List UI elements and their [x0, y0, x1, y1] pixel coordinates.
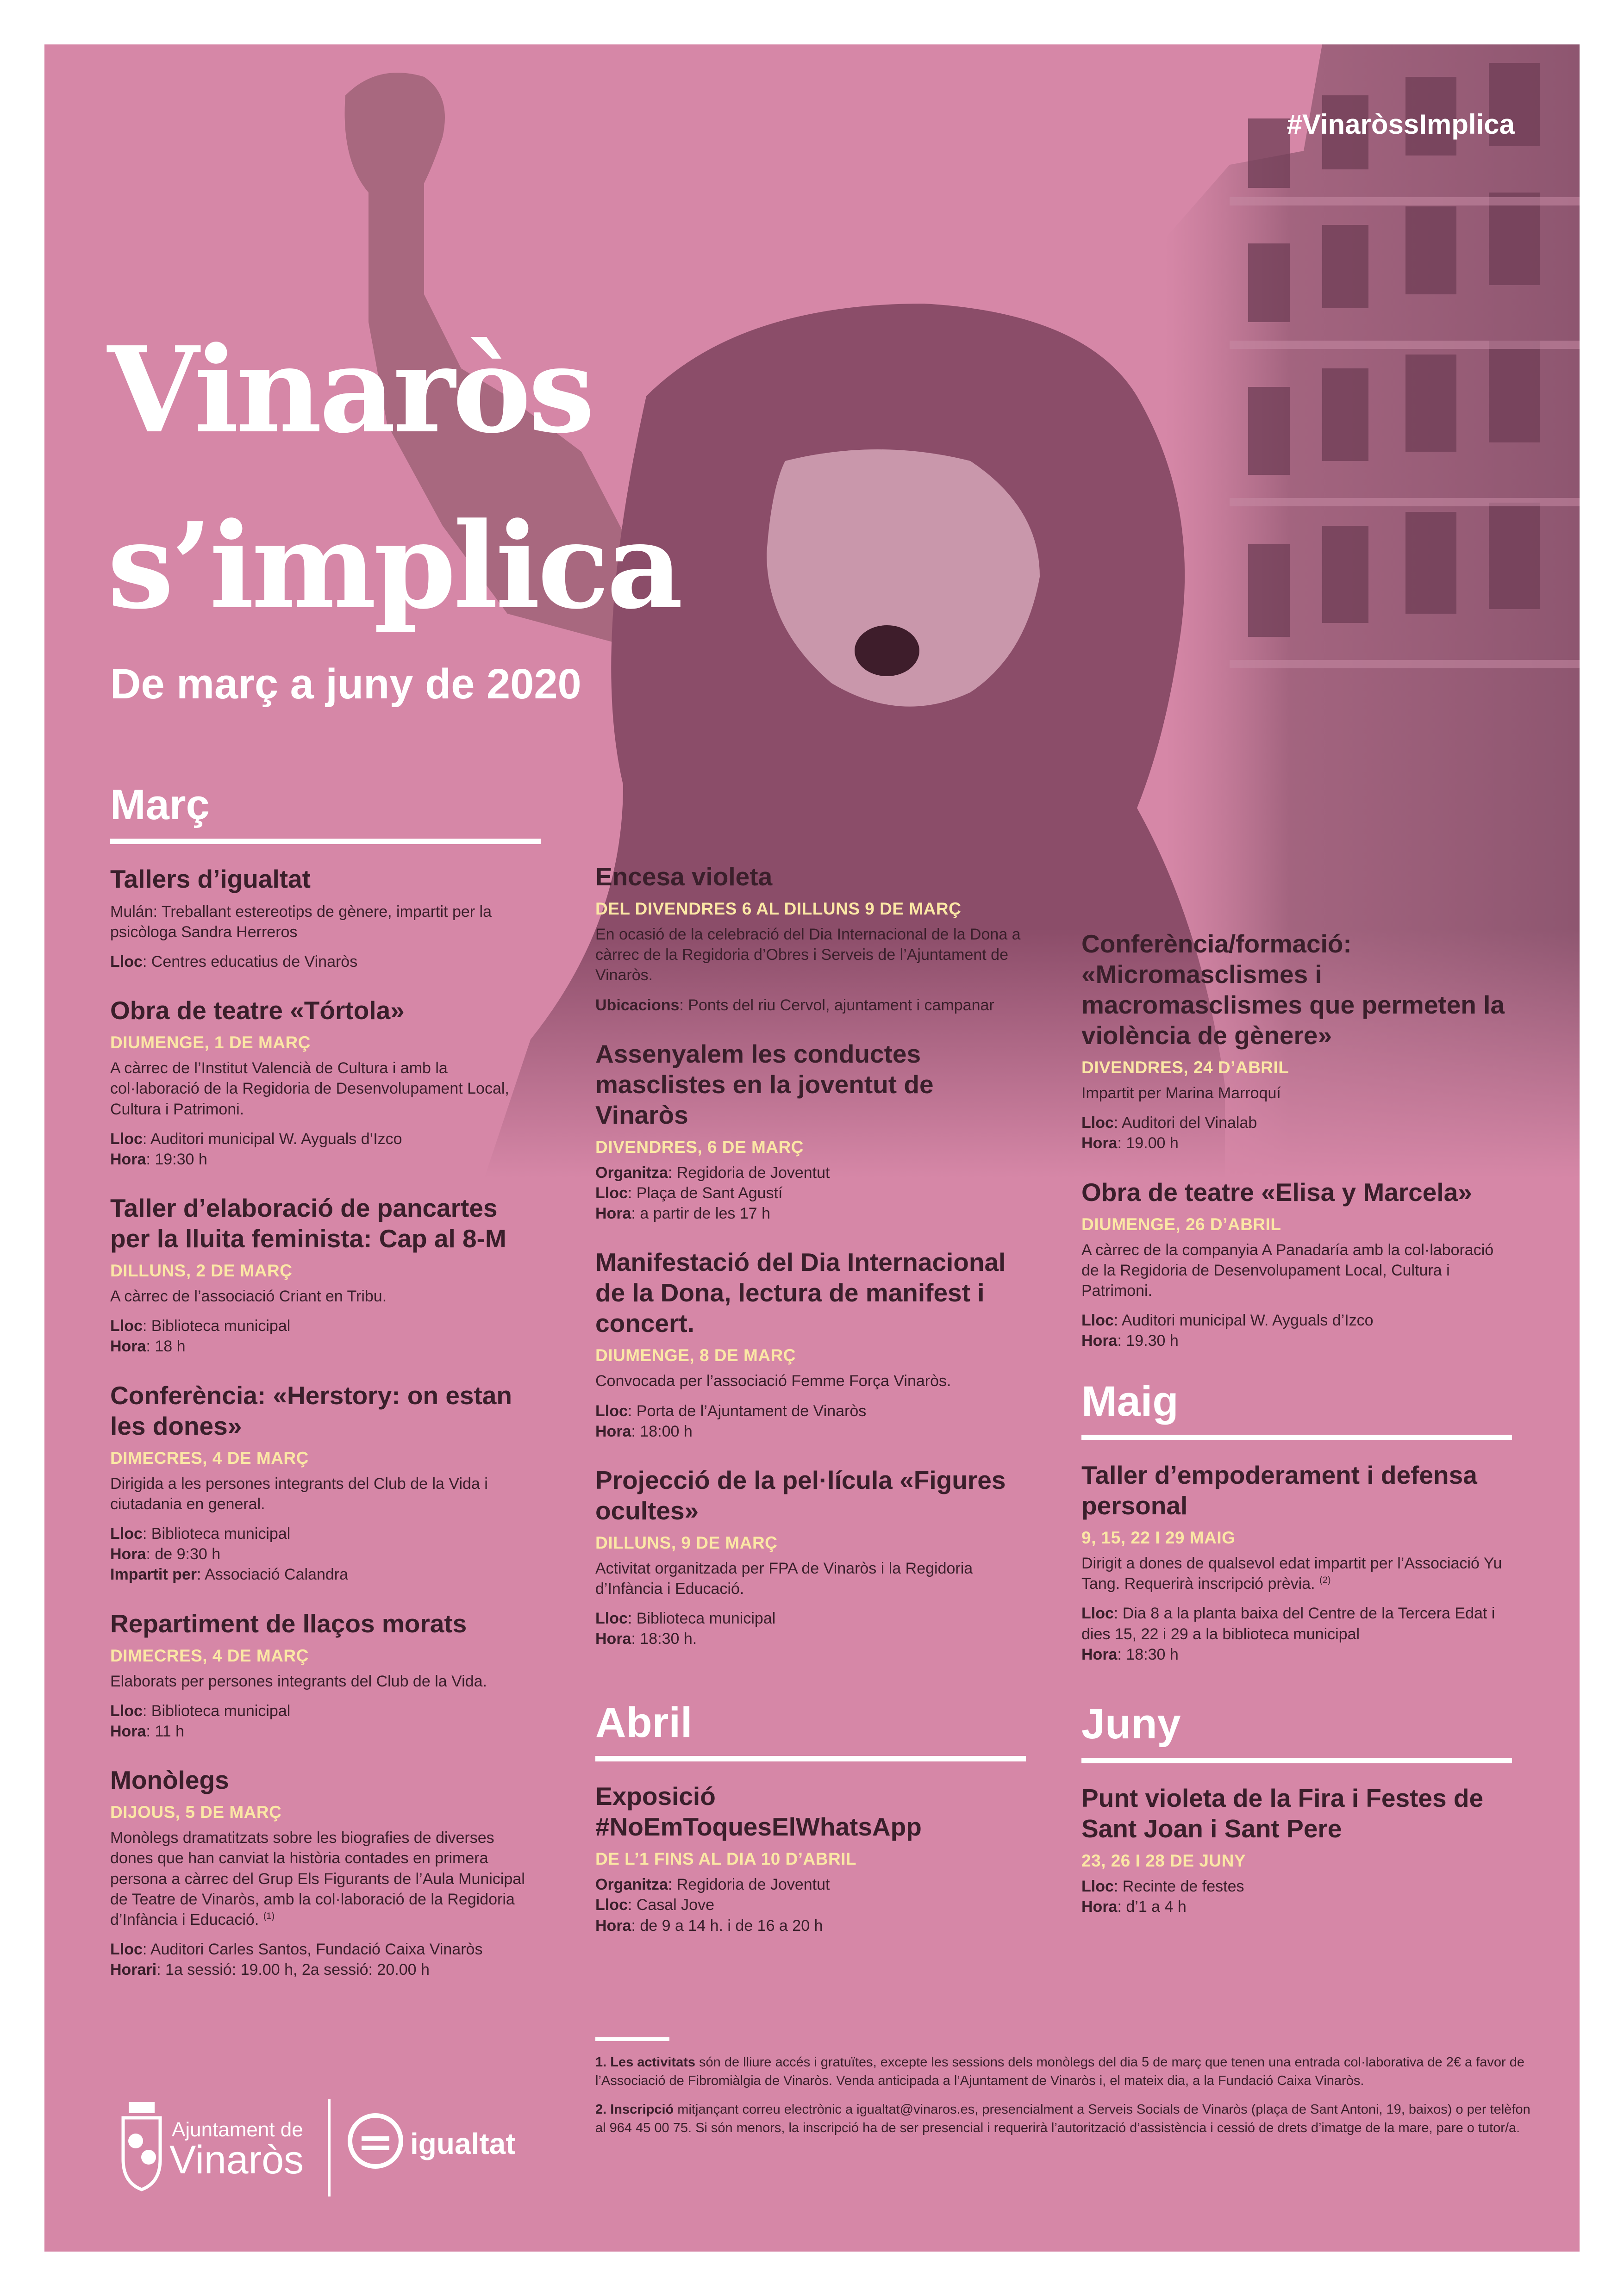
detail-value: : 18 h [146, 1338, 186, 1356]
event-title: Taller d’empoderament i defensa personal [1081, 1461, 1477, 1520]
detail-label: Organitza [595, 1164, 668, 1182]
detail-value: : Associació Calandra [197, 1566, 348, 1584]
detail-value: : d’1 a 4 h [1117, 1898, 1187, 1916]
event-date: DE L’1 FINS AL DIA 10 D’ABRIL [595, 1849, 857, 1869]
detail-label: Lloc [595, 1610, 628, 1628]
detail-label: Lloc [595, 1402, 628, 1420]
ajuntament-crest-icon [123, 2102, 160, 2190]
event-title: Repartiment de llaços morats [110, 1609, 467, 1638]
event-description [110, 1828, 541, 1930]
detail-value: : Regidoria de Joventut [668, 1876, 830, 1894]
event-item [595, 1039, 1026, 1224]
event-item [595, 1465, 1026, 1649]
detail-label: Hora [595, 1916, 631, 1935]
detail-label: Hora [595, 1205, 631, 1223]
event-date: DIMECRES, 4 DE MARÇ [110, 1646, 309, 1665]
detail-label: Lloc [110, 1130, 143, 1148]
event-detail-line [110, 1129, 541, 1149]
detail-value: : 1a sessió: 19.00 h, 2a sessió: 20.00 h [156, 1961, 430, 1979]
detail-label: Lloc [1081, 1312, 1114, 1330]
detail-value: : Biblioteca municipal [142, 1317, 291, 1335]
event-item [110, 1765, 541, 1980]
event-title: Obra de teatre «Elisa y Marcela» [1081, 1177, 1472, 1207]
detail-label: Hora [1081, 1134, 1118, 1152]
event-date: DEL DIVENDRES 6 AL DILLUNS 9 DE MARÇ [595, 899, 962, 918]
detail-label: Lloc [595, 1184, 628, 1202]
event-description: Elaborats per persones integrants del Club de la Vida. [110, 1672, 487, 1690]
event-detail-line [595, 1203, 1026, 1224]
detail-label: Lloc [110, 1317, 143, 1335]
event-title: Taller d’elaboració de pancartes per la lluita feminista: Cap al 8-M [110, 1194, 506, 1253]
event-detail-line [595, 1183, 1026, 1203]
detail-label: Lloc [110, 1941, 143, 1959]
event-title: Manifestació del Dia Internacional de la Dona, lectura de manifest i concert. [595, 1248, 1006, 1338]
event-item [110, 1193, 541, 1357]
footnote-marker: (1) [263, 1911, 275, 1922]
detail-value: : Dia 8 a la planta baixa del Centre de la Tercera Edat i dies 15, 22 i 29 a la biblioteca municipal [1081, 1605, 1495, 1643]
event-detail-line [110, 1939, 541, 1960]
event-description [1081, 1553, 1512, 1594]
hashtag: #VinaròssImplica [1287, 109, 1515, 140]
detail-value: : 18:30 h. [631, 1630, 697, 1648]
detail-label: Hora [1081, 1332, 1118, 1350]
month-rule [595, 1756, 1026, 1761]
footnote-1-label: 1. Les activitats [595, 2055, 695, 2070]
event-detail-line [110, 1316, 541, 1336]
event-item [595, 1247, 1026, 1442]
detail-value: : 11 h [146, 1722, 185, 1740]
ajuntament-label-line-1: Ajuntament de [172, 2118, 303, 2141]
detail-value: : Ponts del riu Cervol, ajuntament i campanar [679, 996, 994, 1014]
detail-label: Hora [1081, 1898, 1118, 1916]
event-description: A càrrec de l’associació Criant en Tribu. [110, 1288, 387, 1306]
event-detail-line [1081, 1897, 1512, 1917]
detail-label: Lloc [1081, 1877, 1114, 1895]
detail-label: Ubicacions [595, 996, 680, 1014]
event-title: Conferència/formació: «Micromasclismes i macromasclismes que permeten la violència de gènere» [1081, 929, 1505, 1050]
detail-label: Hora [595, 1422, 631, 1440]
event-detail-line [1081, 1644, 1512, 1665]
event-detail-line [1081, 1603, 1512, 1644]
event-detail-line [595, 1421, 1026, 1442]
event-detail-line [110, 1564, 541, 1585]
event-item [1081, 1783, 1512, 1917]
detail-label: Lloc [110, 1525, 143, 1543]
event-date: DIVENDRES, 24 D’ABRIL [1081, 1058, 1289, 1077]
event-item [110, 995, 541, 1170]
event-detail-line [1081, 1113, 1512, 1133]
month-rule [1081, 1758, 1512, 1763]
detail-value: : Biblioteca municipal [142, 1702, 291, 1720]
event-description: Dirigida a les persones integrants del Club de la Vida i ciutadania en general. [110, 1475, 488, 1513]
event-title: Obra de teatre «Tórtola» [110, 996, 405, 1025]
event-description: Activitat organitzada per FPA de Vinaròs i la Regidoria d’Infància i Educació. [595, 1559, 973, 1598]
detail-label: Hora [110, 1150, 146, 1168]
footnote-marker: (2) [1319, 1575, 1331, 1586]
detail-value: : de 9:30 h [146, 1545, 221, 1563]
detail-value: : Auditori del Vinalab [1113, 1114, 1257, 1132]
detail-label: Lloc [110, 952, 143, 971]
logos [114, 2090, 531, 2210]
month-heading-marc: Març [110, 781, 210, 828]
event-description-text: Monòlegs dramatitzats sobre les biografies de diverses dones que han canviat la història contades en primera persona a càrrec del Grup Els Figurants de l’Aula Municipal de Teatre de Vinaròs, amb la col·laboració de la Regidoria d’Infància i Educació. [110, 1829, 525, 1929]
footnote-2 [595, 2100, 1530, 2137]
event-description: A càrrec de la companyia A Panadaría amb la col·laboració de la Regidoria de Desenvolupament Local, Cultura i Patrimoni. [1081, 1241, 1494, 1300]
detail-value: : 19.00 h [1117, 1134, 1179, 1152]
event-detail-line [110, 1544, 541, 1564]
event-description: A càrrec de l’Institut Valencià de Cultura i amb la col·laboració de la Regidoria de Desenvolupament Local, Cultura i Patrimoni. [110, 1059, 509, 1118]
event-description-text: Dirigit a dones de qualsevol edat impartit per l’Associació Yu Tang. Requerirà inscripció prèvia. [1081, 1555, 1502, 1593]
event-detail-line [595, 995, 1026, 1015]
event-detail-line [1081, 1876, 1512, 1897]
event-item [1081, 1460, 1512, 1665]
month-heading-maig: Maig [1081, 1377, 1179, 1425]
detail-value: : 19.30 h [1117, 1332, 1179, 1350]
event-description: Impartit per Marina Marroquí [1081, 1084, 1281, 1102]
detail-value: : Biblioteca municipal [142, 1525, 291, 1543]
event-detail-line [110, 952, 541, 972]
event-title: Monòlegs [110, 1766, 229, 1795]
detail-value: : 19:30 h [146, 1150, 207, 1168]
event-date: DILLUNS, 9 DE MARÇ [595, 1533, 778, 1552]
event-title: Exposició #NoEmToquesElWhatsApp [595, 1782, 922, 1842]
igualtat-icon [350, 2116, 401, 2166]
event-detail-line [595, 1874, 1026, 1895]
detail-label: Hora [110, 1545, 146, 1563]
event-detail-line [1081, 1310, 1512, 1331]
event-detail-line [110, 1336, 541, 1356]
event-title: Tallers d’igualtat [110, 864, 311, 893]
event-detail-line [595, 1163, 1026, 1183]
logo-divider [328, 2099, 331, 2196]
event-detail-line [1081, 1133, 1512, 1153]
detail-label: Lloc [1081, 1605, 1114, 1623]
detail-value: : Porta de l’Ajuntament de Vinaròs [627, 1402, 867, 1420]
event-item [595, 1781, 1026, 1936]
event-description: Convocada per l’associació Femme Força Vinaròs. [595, 1372, 951, 1390]
event-detail-line [595, 1608, 1026, 1629]
detail-value: : Casal Jove [627, 1896, 714, 1914]
event-date: DIJOUS, 5 DE MARÇ [110, 1803, 282, 1822]
subtitle: De març a juny de 2020 [110, 660, 581, 708]
detail-label: Hora [595, 1630, 631, 1648]
event-date: DIMECRES, 4 DE MARÇ [110, 1448, 309, 1468]
event-date: DIVENDRES, 6 DE MARÇ [595, 1137, 804, 1157]
detail-value: : Plaça de Sant Agustí [627, 1184, 783, 1202]
event-date: DIUMENGE, 1 DE MARÇ [110, 1033, 311, 1052]
event-detail-line [595, 1916, 1026, 1936]
column-2 [595, 861, 1026, 1959]
month-rule [1081, 1435, 1512, 1440]
footnote-1 [595, 2053, 1530, 2090]
footnote-2-text: mitjançant correu electrònic a igualtat@vinaros.es, presencialment a Serveis Socials de Vinaròs (plaça de Sant Antoni, 19, baixos) o per telèfon al 964 45 00 75. Si són menors, la inscripció ha de ser presencial i requerirà l’autorització d’assistència i cessió de drets d’imatge de la mare, pare o tutor/a. [595, 2102, 1530, 2136]
event-detail-line [110, 1960, 541, 1980]
event-detail-line [1081, 1331, 1512, 1351]
detail-value: : 18:30 h [1117, 1645, 1179, 1663]
detail-value: : Recinte de festes [1113, 1877, 1244, 1895]
detail-value: : a partir de les 17 h [631, 1205, 770, 1223]
detail-value: : Auditori municipal W. Ayguals d’Izco [142, 1130, 402, 1148]
detail-label: Hora [110, 1338, 146, 1356]
event-title: Conferència: «Herstory: on estan les dones» [110, 1381, 512, 1440]
event-detail-line [110, 1524, 541, 1544]
detail-label: Lloc [595, 1896, 628, 1914]
event-description: En ocasió de la celebració del Dia Internacional de la Dona a càrrec de la Regidoria d’Obres i Serveis de l’Ajuntament de Vinaròs. [595, 926, 1021, 984]
detail-label: Hora [1081, 1645, 1118, 1663]
detail-label: Horari [110, 1961, 157, 1979]
event-detail-line [110, 1721, 541, 1742]
ajuntament-label-line-2: Vinaròs [169, 2138, 304, 2182]
event-item [1081, 928, 1512, 1154]
event-date: DIUMENGE, 8 DE MARÇ [595, 1346, 796, 1365]
month-rule [110, 839, 541, 844]
event-description: Mulán: Treballant estereotips de gènere, impartit per la psicòloga Sandra Herreros [110, 902, 492, 941]
title-line-1: Vinaròs [107, 321, 592, 460]
detail-label: Lloc [110, 1702, 143, 1720]
detail-value: : 18:00 h [631, 1422, 693, 1440]
month-heading-abril: Abril [595, 1699, 693, 1746]
column-3 [1081, 928, 1512, 1940]
event-date: 23, 26 I 28 DE JUNY [1081, 1851, 1246, 1870]
footnotes [595, 2053, 1530, 2147]
event-detail-line [595, 1401, 1026, 1421]
event-title: Assenyalem les conductes masclistes en la joventut de Vinaròs [595, 1039, 934, 1129]
igualtat-label: igualtat [410, 2127, 516, 2160]
title-line-2: s’implica [107, 497, 681, 635]
detail-label: Lloc [1081, 1114, 1114, 1132]
event-item [595, 861, 1026, 1015]
event-date: DIUMENGE, 26 D’ABRIL [1081, 1214, 1281, 1234]
detail-label: Hora [110, 1722, 146, 1740]
event-detail-line [110, 1701, 541, 1721]
detail-value: : Auditori municipal W. Ayguals d’Izco [1113, 1312, 1374, 1330]
column-marc [110, 783, 541, 2003]
detail-value: : Regidoria de Joventut [668, 1164, 830, 1182]
event-detail-line [595, 1629, 1026, 1649]
event-item [110, 864, 541, 972]
detail-value: : Biblioteca municipal [627, 1610, 776, 1628]
event-date: DILLUNS, 2 DE MARÇ [110, 1261, 293, 1281]
event-item [110, 1608, 541, 1742]
detail-value: : de 9 a 14 h. i de 16 a 20 h [631, 1916, 823, 1935]
detail-label: Organitza [595, 1876, 668, 1894]
month-heading-juny: Juny [1081, 1700, 1181, 1748]
event-detail-line [595, 1895, 1026, 1915]
detail-label: Impartit per [110, 1566, 197, 1584]
event-date: 9, 15, 22 I 29 MAIG [1081, 1528, 1236, 1548]
event-item [1081, 1177, 1512, 1351]
event-title: Projecció de la pel·lícula «Figures ocultes» [595, 1465, 1006, 1525]
footnote-1-text: són de lliure accés i gratuïtes, excepte les sessions dels monòlegs del dia 5 de març que tenen una entrada col·laborativa de 2€ a favor de l’Associació de Fibromiàlgia de Vinaròs. Venda anticipada a l’Ajuntament de Vinaròs i, el mateix dia, a la Fundació Caixa Vinaròs. [595, 2055, 1525, 2089]
event-item [110, 1380, 541, 1585]
poster [44, 44, 1580, 2252]
event-title: Encesa violeta [595, 862, 773, 891]
event-detail-line [110, 1149, 541, 1170]
detail-value: : Centres educatius de Vinaròs [142, 952, 358, 971]
event-title: Punt violeta de la Fira i Festes de Sant Joan i Sant Pere [1081, 1783, 1484, 1843]
footnote-2-label: 2. Inscripció [595, 2102, 674, 2117]
detail-value: : Auditori Carles Santos, Fundació Caixa Vinaròs [142, 1941, 483, 1959]
footnote-rule [595, 2037, 669, 2041]
